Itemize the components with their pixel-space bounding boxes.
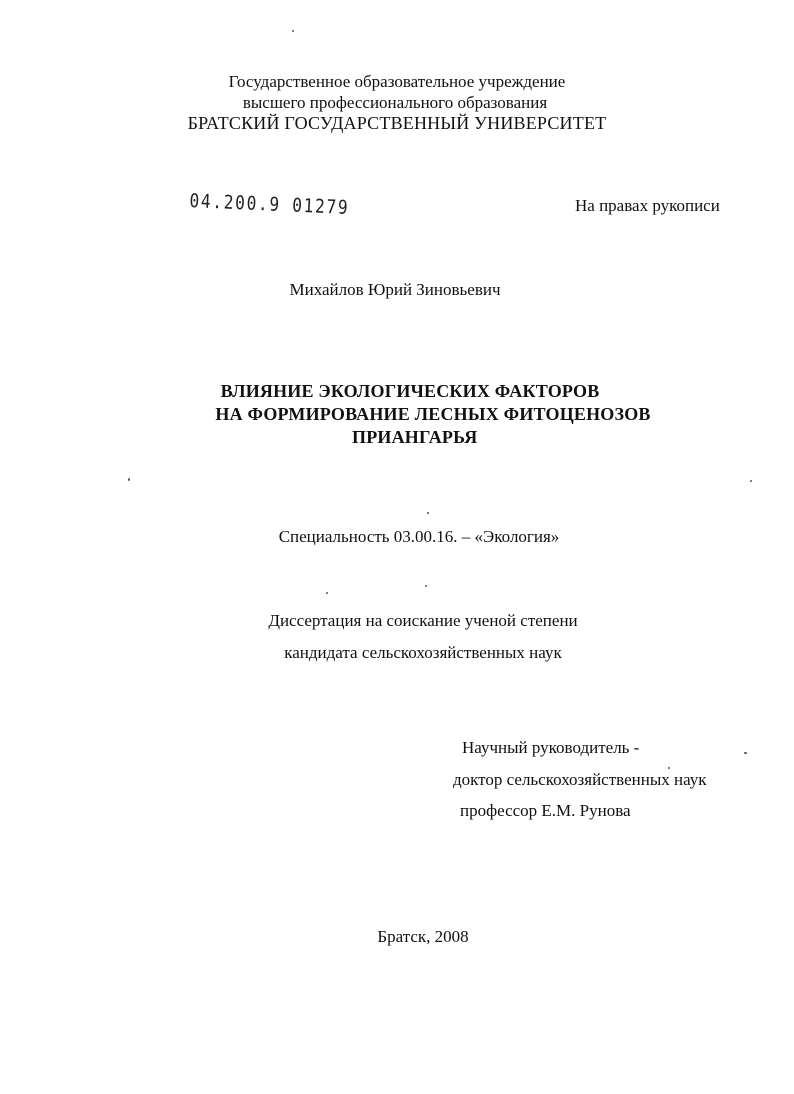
scan-speck — [292, 30, 294, 32]
title-line-2: НА ФОРМИРОВАНИЕ ЛЕСНЫХ ФИТОЦЕНОЗОВ — [215, 404, 651, 424]
institution-line-1: Государственное образовательное учреждение — [228, 72, 566, 91]
scan-speck — [128, 478, 130, 481]
supervisor-name: профессор Е.М. Рунова — [460, 801, 631, 820]
scan-speck — [668, 767, 670, 769]
scan-speck — [744, 752, 747, 754]
place-year: Братск, 2008 — [377, 927, 469, 946]
title-line-3: ПРИАНГАРЬЯ — [352, 427, 478, 447]
scan-speck — [427, 512, 429, 514]
dissertation-line-2: кандидата сельскохозяйственных наук — [284, 643, 562, 662]
scan-speck — [326, 592, 328, 594]
author-name: Михайлов Юрий Зиновьевич — [289, 280, 501, 299]
dissertation-line-1: Диссертация на соискание ученой степени — [268, 611, 578, 630]
scan-speck — [425, 585, 427, 587]
supervisor-degree: доктор сельскохозяйственных наук — [453, 770, 707, 789]
library-stamp-number: 04.200.9 01279 — [189, 190, 350, 219]
supervisor-role: Научный руководитель - — [462, 738, 640, 757]
scan-speck — [750, 480, 752, 482]
specialty: Специальность 03.00.16. – «Экология» — [278, 527, 560, 546]
institution-line-2: высшего профессионального образования — [242, 93, 548, 112]
manuscript-note: На правах рукописи — [575, 196, 720, 215]
title-line-1: ВЛИЯНИЕ ЭКОЛОГИЧЕСКИХ ФАКТОРОВ — [220, 381, 600, 401]
university-name: БРАТСКИЙ ГОСУДАРСТВЕННЫЙ УНИВЕРСИТЕТ — [187, 113, 607, 133]
